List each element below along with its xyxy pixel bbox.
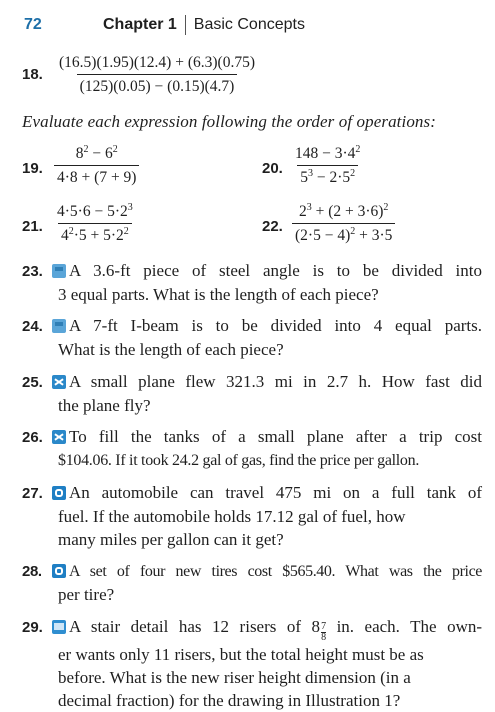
problem-21-fraction <box>54 203 136 245</box>
problem-22-fraction <box>292 203 395 245</box>
problem-21-numerator: $4\cdot 5\cdot 6 - 5\cdot 2^3$ <box>57 202 133 220</box>
problem-23: 23. A 3.6-ft piece of steel angle is to be divided into 3 equal parts. What is the length of each piece? <box>22 261 482 304</box>
section-title: Basic Concepts <box>193 16 305 33</box>
problem-28: 28. A set of four new tires cost $565.40. What was the price per tire? <box>22 563 482 604</box>
problem-18-denominator: (125)(0.05) − (0.15)(4.7) <box>77 74 238 96</box>
problem-18-number: 18. <box>22 66 43 83</box>
problem-25: 25. A small plane flew 321.3 mi in 2.7 h. How fast did the plane fly? <box>22 372 482 415</box>
problem-18-numerator: (16.5)(1.95)(12.4) + (6.3)(0.75) <box>59 54 255 71</box>
problem-22-numerator: $2^3 + (2 + 3\cdot 6)^2$ <box>298 202 389 220</box>
steel-beam-icon <box>52 319 66 333</box>
stair-drawing-icon <box>52 620 66 634</box>
mixed-fraction: $\frac{7}{8}$ <box>321 621 327 643</box>
problem-21-denominator: $4^2\cdot 5 + 5\cdot 2^2$ <box>58 223 132 245</box>
problem-21-number: 21. <box>22 218 43 235</box>
chapter-title: Chapter 1 <box>103 16 177 33</box>
problem-20-numerator: $148 - 3\cdot 4^2$ <box>295 144 361 162</box>
problem-20-number: 20. <box>262 160 283 177</box>
problem-26: 26. To fill the tanks of a small plane after a trip cost $104.06. If it took 24.2 gal of gas, find the price per gallon. <box>22 427 482 469</box>
problem-22-number: 22. <box>262 218 283 235</box>
problem-20-fraction <box>292 145 363 187</box>
problem-29: 29. A stair detail has 12 risers of 8 $\frac{7}{8}$ in. each. The own- er wants only 11 risers, but the total height must be as before. What is the new riser height dimension (in a decimal fraction) for the drawing in Illustration 1? <box>22 617 483 710</box>
problem-27: 27. An automobile can travel 475 mi on a full tank of fuel. If the automobile holds 17.12 gal of fuel, how many miles per gallon can it get? <box>22 483 482 549</box>
steel-beam-icon <box>52 264 66 278</box>
automobile-icon <box>52 564 66 578</box>
airplane-icon <box>52 375 66 389</box>
automobile-icon <box>52 486 66 500</box>
problem-22-denominator: $(2\cdot 5 - 4)^2 + 3\cdot 5$ <box>292 223 395 245</box>
instruction-text: Evaluate each expression following the order of operations: <box>22 112 436 131</box>
problem-19-denominator: 4·8 + (7 + 9) <box>54 165 139 187</box>
problem-24: 24. A 7-ft I-beam is to be divided into 4 equal parts. What is the length of each piece? <box>22 316 482 359</box>
page-header <box>24 12 305 38</box>
problem-19-fraction <box>54 145 139 187</box>
airplane-icon <box>52 430 66 444</box>
problem-19-number: 19. <box>22 160 43 177</box>
problem-20-denominator: $5^3 - 2\cdot 5^2$ <box>297 165 358 187</box>
problem-18-fraction <box>56 54 258 96</box>
header-divider <box>185 15 186 35</box>
page-number: 72 <box>24 16 42 33</box>
problem-19-numerator: $8^2 - 6^2$ <box>75 144 118 162</box>
